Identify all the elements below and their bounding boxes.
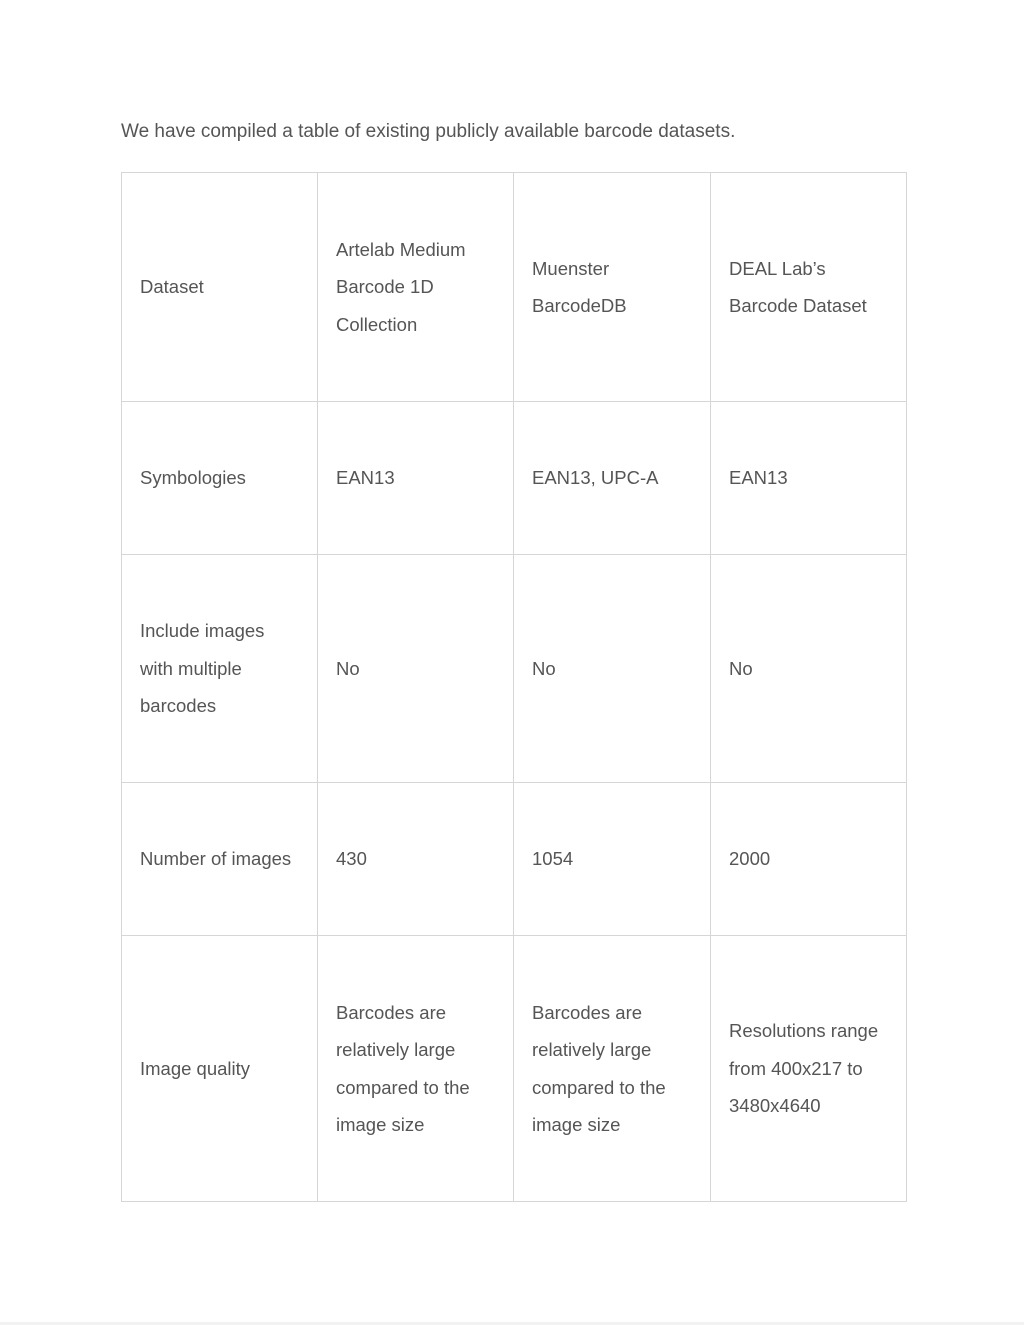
- table-cell: Barcodes are relatively large compared to the image size: [318, 936, 514, 1202]
- table-cell: EAN13: [318, 402, 514, 555]
- table-cell: Muenster BarcodeDB: [514, 173, 711, 402]
- table-row-symbologies: [122, 402, 907, 555]
- intro-paragraph: We have compiled a table of existing publicly available barcode datasets.: [121, 121, 736, 142]
- row-label: Include images with multiple barcodes: [122, 555, 318, 783]
- row-label: Symbologies: [122, 402, 318, 555]
- table-row-multiple-barcodes: [122, 555, 907, 783]
- table-cell: No: [318, 555, 514, 783]
- table-cell: No: [711, 555, 907, 783]
- table-row-image-quality: [122, 936, 907, 1202]
- table-cell: 2000: [711, 783, 907, 936]
- table-cell: 1054: [514, 783, 711, 936]
- table-cell: No: [514, 555, 711, 783]
- row-label: Dataset: [122, 173, 318, 402]
- table-cell: EAN13: [711, 402, 907, 555]
- table-cell: Resolutions range from 400x217 to 3480x4640: [711, 936, 907, 1202]
- row-label: Image quality: [122, 936, 318, 1202]
- table-cell: EAN13, UPC-A: [514, 402, 711, 555]
- table-cell: Artelab Medium Barcode 1D Collection: [318, 173, 514, 402]
- table-cell: DEAL Lab’s Barcode Dataset: [711, 173, 907, 402]
- table-cell: Barcodes are relatively large compared to the image size: [514, 936, 711, 1202]
- barcode-datasets-table: [121, 172, 907, 1202]
- table-row-dataset: [122, 173, 907, 402]
- table-cell: 430: [318, 783, 514, 936]
- row-label: Number of images: [122, 783, 318, 936]
- table-row-number-of-images: [122, 783, 907, 936]
